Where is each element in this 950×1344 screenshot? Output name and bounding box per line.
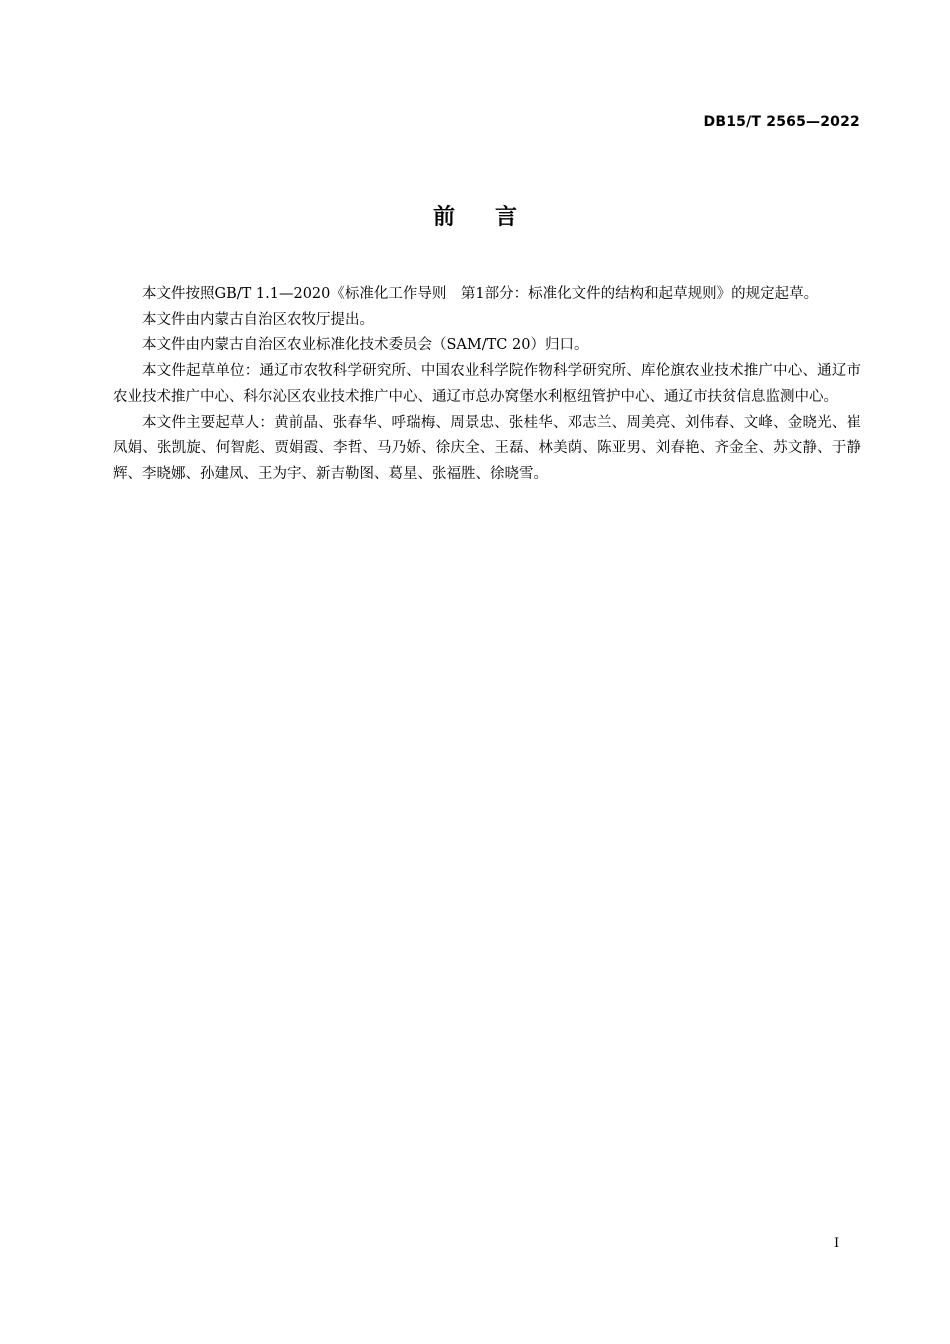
section-title: 前言 <box>432 205 557 230</box>
document-code: DB15/T 2565—2022 <box>703 114 860 130</box>
paragraph-drafting-basis: 本文件按照GB/T 1.1—2020《标准化工作导则 第1部分：标准化文件的结构和起草规则》的规定起草。 <box>142 286 819 302</box>
page-number: I <box>834 1236 840 1251</box>
paragraph-drafters: 本文件主要起草人：黄前晶、张春华、呼瑞梅、周景忠、张桂华、邓志兰、周美亮、刘伟春、文峰、金晓光、崔凤娟、张凯旋、何智彪、贾娟霞、李哲、马乃娇、徐庆全、王磊、林美荫、陈亚男、刘春艳、齐金全、苏文静、于静辉、李晓娜、孙建凤、王为宇、新吉勒图、葛星、张福胜、徐晓雪。 <box>113 414 861 482</box>
paragraph-proposer: 本文件由内蒙古自治区农牧厅提出。 <box>142 311 374 328</box>
paragraph-drafting-units: 本文件起草单位：通辽市农牧科学研究所、中国农业科学院作物科学研究所、库伦旗农业技术推广中心、通辽市农业技术推广中心、科尔沁区农业技术推广中心、通辽市总办窝堡水利枢纽管护中心、通辽市扶贫信息监测中心。 <box>113 363 861 405</box>
paragraph-administrator: 本文件由内蒙古自治区农业标准化技术委员会（SAM/TC 20）归口。 <box>142 337 589 354</box>
foreword-body <box>113 282 861 488</box>
